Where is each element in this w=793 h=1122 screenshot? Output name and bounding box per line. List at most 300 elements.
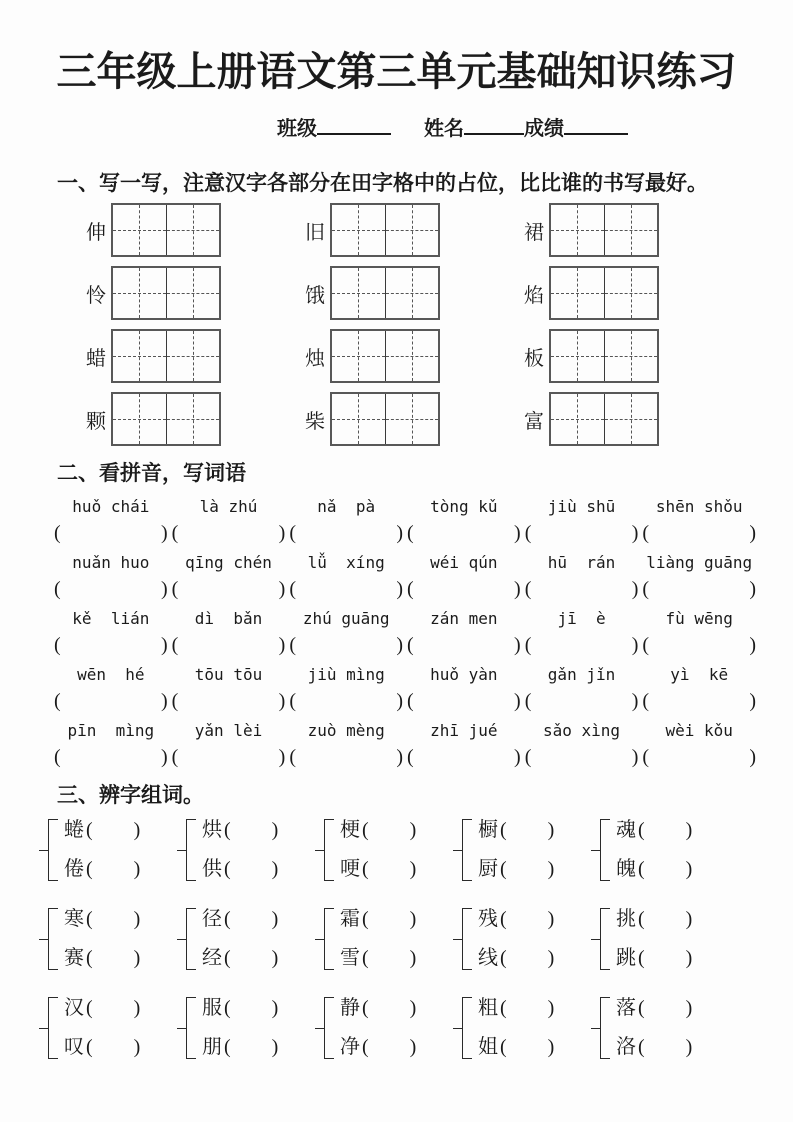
open-paren: ( — [171, 746, 179, 768]
score-blank-line — [564, 115, 628, 135]
compare-line — [202, 1032, 278, 1062]
compare-character: 洛 — [616, 1036, 636, 1058]
compare-line — [478, 1032, 554, 1062]
section1-heading: 一、写一写，注意汉字各部分在田字格中的占位，比比谁的书写最好。 — [57, 171, 708, 195]
answer-blank-parens — [523, 519, 641, 548]
close-paren: ) — [514, 578, 521, 600]
grid-unit — [523, 203, 659, 257]
grid-character-label: 柴 — [305, 410, 325, 433]
tianzige-cell — [166, 268, 220, 318]
compare-lines — [340, 815, 416, 884]
close-paren: ) — [514, 746, 521, 768]
pinyin-word: gǎn jǐn — [547, 665, 616, 684]
brace-bracket — [324, 997, 334, 1059]
grid-unit — [304, 203, 440, 257]
compare-character: 烘 — [202, 819, 222, 841]
brace-bracket — [324, 908, 334, 970]
answer-blank-parens — [52, 575, 170, 604]
close-paren: ) — [271, 997, 279, 1019]
open-paren: ( — [54, 578, 61, 600]
close-paren: ) — [685, 819, 693, 841]
compare-character: 橱 — [478, 819, 498, 841]
grid-row — [85, 392, 793, 446]
pinyin-word: zán men — [430, 609, 498, 628]
open-paren: ( — [86, 908, 93, 930]
tianzige-grid — [330, 329, 440, 383]
tianzige-cell — [113, 394, 166, 444]
tianzige-grid — [549, 329, 659, 383]
grid-character-label: 板 — [524, 347, 544, 370]
open-paren: ( — [171, 522, 179, 544]
pinyin-row — [52, 550, 758, 604]
answer-blank-line — [52, 575, 758, 604]
close-paren: ) — [547, 819, 555, 841]
answer-blank-parens — [640, 743, 758, 772]
compare-group — [186, 815, 317, 884]
close-paren: ) — [409, 819, 417, 841]
class-label: 班级 — [277, 118, 317, 140]
pinyin-line — [52, 662, 758, 687]
pinyin-word: huǒ yàn — [430, 665, 498, 684]
grid-character-label: 烛 — [305, 347, 325, 370]
compare-character: 残 — [478, 908, 498, 930]
compare-group — [48, 815, 179, 884]
open-paren: ( — [638, 947, 645, 969]
open-paren: ( — [54, 634, 61, 656]
open-paren: ( — [362, 997, 369, 1019]
close-paren: ) — [547, 1036, 555, 1058]
pinyin-word: là zhú — [199, 497, 258, 516]
grid-character-label: 怜 — [86, 284, 106, 307]
compare-line — [64, 854, 140, 884]
pinyin-row — [52, 606, 758, 660]
tianzige-cell — [604, 331, 658, 381]
open-paren: ( — [224, 997, 231, 1019]
open-paren: ( — [524, 522, 532, 544]
close-paren: ) — [631, 746, 639, 768]
close-paren: ) — [749, 578, 757, 600]
close-paren: ) — [278, 578, 286, 600]
compare-lines — [478, 815, 554, 884]
open-paren: ( — [642, 634, 650, 656]
answer-blank-parens — [170, 519, 288, 548]
pinyin-word: shēn shǒu — [655, 497, 743, 516]
answer-blank-line — [52, 631, 758, 660]
pinyin-word: wèi kǒu — [665, 721, 733, 740]
close-paren: ) — [685, 858, 693, 880]
open-paren: ( — [642, 690, 650, 712]
compare-character: 倦 — [64, 858, 84, 880]
open-paren: ( — [171, 634, 179, 656]
tianzige-cell — [385, 394, 439, 444]
grid-unit — [304, 392, 440, 446]
open-paren: ( — [642, 578, 650, 600]
close-paren: ) — [631, 634, 639, 656]
open-paren: ( — [407, 522, 414, 544]
tianzige-cell — [332, 331, 385, 381]
compare-line — [202, 993, 278, 1023]
compare-lines — [616, 993, 692, 1062]
pinyin-word: zhú guāng — [302, 609, 390, 628]
compare-character: 朋 — [202, 1036, 222, 1058]
open-paren: ( — [638, 997, 645, 1019]
compare-lines — [340, 993, 416, 1062]
brace-bracket — [48, 908, 58, 970]
close-paren: ) — [547, 947, 555, 969]
compare-line — [478, 854, 554, 884]
compare-line — [478, 943, 554, 973]
tianzige-cell — [385, 205, 439, 255]
compare-character: 梗 — [340, 819, 360, 841]
answer-blank-parens — [640, 575, 758, 604]
close-paren: ) — [749, 746, 757, 768]
grid-unit — [85, 392, 221, 446]
tianzige-cell — [166, 205, 220, 255]
close-paren: ) — [396, 578, 404, 600]
open-paren: ( — [362, 947, 369, 969]
grid-unit — [523, 392, 659, 446]
close-paren: ) — [133, 819, 141, 841]
tianzige-cell — [551, 205, 604, 255]
grid-row — [85, 329, 793, 383]
tianzige-cell — [604, 205, 658, 255]
compare-lines — [202, 815, 278, 884]
compare-group — [186, 993, 317, 1062]
open-paren: ( — [500, 819, 507, 841]
compare-line — [202, 854, 278, 884]
compare-line — [616, 993, 692, 1023]
answer-blank-parens — [287, 575, 405, 604]
compare-line — [64, 904, 140, 934]
open-paren: ( — [524, 690, 532, 712]
open-paren: ( — [407, 578, 414, 600]
open-paren: ( — [500, 947, 507, 969]
close-paren: ) — [749, 634, 757, 656]
answer-blank-parens — [405, 687, 523, 716]
pinyin-word: wēn hé — [77, 665, 145, 684]
tianzige-grid — [549, 266, 659, 320]
open-paren: ( — [642, 746, 650, 768]
compare-group — [324, 815, 455, 884]
grid-unit — [523, 329, 659, 383]
compare-line — [478, 904, 554, 934]
name-blank-line — [464, 115, 524, 135]
compare-line — [64, 943, 140, 973]
pinyin-word: jī è — [557, 609, 606, 628]
close-paren: ) — [514, 634, 521, 656]
close-paren: ) — [409, 997, 417, 1019]
compare-character: 叹 — [64, 1036, 84, 1058]
open-paren: ( — [362, 858, 369, 880]
answer-blank-parens — [170, 743, 288, 772]
close-paren: ) — [161, 522, 168, 544]
close-paren: ) — [271, 947, 279, 969]
close-paren: ) — [133, 1036, 141, 1058]
answer-blank-parens — [170, 575, 288, 604]
close-paren: ) — [685, 1036, 693, 1058]
grid-unit — [85, 203, 221, 257]
pinyin-word: fù wēng — [665, 609, 733, 628]
compare-group — [48, 993, 179, 1062]
tianzige-cell — [551, 268, 604, 318]
open-paren: ( — [289, 690, 297, 712]
close-paren: ) — [133, 908, 141, 930]
compare-character: 供 — [202, 858, 222, 880]
close-paren: ) — [278, 522, 286, 544]
word-formation-section — [48, 815, 793, 1062]
tianzige-grid — [330, 266, 440, 320]
open-paren: ( — [642, 522, 650, 544]
compare-group — [600, 993, 731, 1062]
compare-group — [600, 815, 731, 884]
compare-line — [478, 993, 554, 1023]
compare-line — [202, 943, 278, 973]
open-paren: ( — [224, 1036, 231, 1058]
open-paren: ( — [224, 858, 231, 880]
compare-lines — [340, 904, 416, 973]
compare-character: 经 — [202, 947, 222, 969]
pinyin-word: hū rán — [547, 553, 616, 572]
tianzige-grid — [111, 266, 221, 320]
pinyin-line — [52, 718, 758, 743]
pinyin-word: kě lián — [72, 609, 150, 628]
grid-unit — [85, 266, 221, 320]
open-paren: ( — [224, 947, 231, 969]
brace-bracket — [462, 819, 472, 881]
close-paren: ) — [514, 522, 521, 544]
answer-blank-line — [52, 687, 758, 716]
open-paren: ( — [500, 997, 507, 1019]
pinyin-word: jiù shū — [547, 497, 616, 516]
open-paren: ( — [86, 997, 93, 1019]
grid-row — [85, 266, 793, 320]
compare-character: 赛 — [64, 947, 84, 969]
compare-line — [202, 904, 278, 934]
compare-row — [48, 815, 793, 884]
brace-bracket — [600, 819, 610, 881]
grid-character-label: 颗 — [86, 410, 106, 433]
compare-line — [340, 1032, 416, 1062]
brace-bracket — [48, 819, 58, 881]
compare-lines — [616, 904, 692, 973]
close-paren: ) — [685, 997, 693, 1019]
close-paren: ) — [133, 858, 141, 880]
compare-line — [616, 904, 692, 934]
open-paren: ( — [407, 690, 414, 712]
answer-blank-line — [52, 519, 758, 548]
grid-character-label: 富 — [524, 410, 544, 433]
tianzige-cell — [604, 268, 658, 318]
open-paren: ( — [86, 819, 93, 841]
compare-lines — [64, 904, 140, 973]
close-paren: ) — [409, 858, 417, 880]
answer-blank-parens — [287, 743, 405, 772]
answer-blank-parens — [170, 687, 288, 716]
compare-lines — [616, 815, 692, 884]
close-paren: ) — [271, 819, 279, 841]
compare-character: 蜷 — [64, 819, 84, 841]
open-paren: ( — [500, 908, 507, 930]
answer-blank-parens — [405, 743, 523, 772]
brace-bracket — [186, 908, 196, 970]
open-paren: ( — [54, 522, 61, 544]
open-paren: ( — [638, 908, 645, 930]
pinyin-word: nuǎn huo — [72, 553, 150, 572]
class-blank-line — [317, 115, 391, 135]
name-label: 姓名 — [424, 118, 464, 140]
compare-character: 粗 — [478, 997, 498, 1019]
pinyin-word: dì bǎn — [194, 609, 263, 628]
compare-character: 汉 — [64, 997, 84, 1019]
open-paren: ( — [289, 634, 297, 656]
close-paren: ) — [133, 947, 141, 969]
compare-group — [324, 993, 455, 1062]
close-paren: ) — [161, 690, 168, 712]
answer-blank-parens — [52, 519, 170, 548]
open-paren: ( — [407, 746, 414, 768]
pinyin-word: sǎo xìng — [542, 721, 621, 740]
compare-line — [340, 904, 416, 934]
close-paren: ) — [396, 522, 404, 544]
tianzige-cell — [166, 331, 220, 381]
open-paren: ( — [638, 858, 645, 880]
handwriting-grid-section — [85, 203, 793, 446]
open-paren: ( — [638, 1036, 645, 1058]
answer-blank-parens — [523, 687, 641, 716]
open-paren: ( — [362, 1036, 369, 1058]
close-paren: ) — [547, 858, 555, 880]
close-paren: ) — [409, 947, 417, 969]
tianzige-grid — [330, 203, 440, 257]
open-paren: ( — [524, 634, 532, 656]
open-paren: ( — [171, 578, 179, 600]
pinyin-word: zuò mèng — [307, 721, 385, 740]
tianzige-cell — [385, 331, 439, 381]
close-paren: ) — [396, 746, 404, 768]
compare-line — [340, 815, 416, 845]
compare-line — [340, 993, 416, 1023]
tianzige-grid — [549, 203, 659, 257]
close-paren: ) — [161, 578, 168, 600]
page-title: 三年级上册语文第三单元基础知识练习 — [56, 50, 737, 94]
pinyin-row — [52, 662, 758, 716]
open-paren: ( — [224, 819, 231, 841]
close-paren: ) — [631, 578, 639, 600]
tianzige-cell — [604, 394, 658, 444]
grid-unit — [304, 266, 440, 320]
pinyin-word: huǒ chái — [72, 497, 150, 516]
open-paren: ( — [500, 1036, 507, 1058]
tianzige-cell — [113, 205, 166, 255]
open-paren: ( — [407, 634, 414, 656]
close-paren: ) — [749, 690, 757, 712]
answer-blank-parens — [287, 687, 405, 716]
brace-bracket — [324, 819, 334, 881]
compare-lines — [64, 993, 140, 1062]
open-paren: ( — [362, 908, 369, 930]
compare-character: 静 — [340, 997, 360, 1019]
brace-bracket — [48, 997, 58, 1059]
tianzige-grid — [111, 392, 221, 446]
compare-line — [478, 815, 554, 845]
open-paren: ( — [638, 819, 645, 841]
compare-character: 魂 — [616, 819, 636, 841]
section2-heading: 二、看拼音，写词语 — [57, 461, 246, 485]
brace-bracket — [186, 819, 196, 881]
pinyin-word: tòng kǔ — [430, 497, 498, 516]
answer-blank-parens — [52, 687, 170, 716]
tianzige-grid — [330, 392, 440, 446]
brace-bracket — [600, 908, 610, 970]
compare-line — [340, 854, 416, 884]
close-paren: ) — [514, 690, 521, 712]
compare-line — [340, 943, 416, 973]
open-paren: ( — [86, 858, 93, 880]
close-paren: ) — [133, 997, 141, 1019]
compare-lines — [478, 993, 554, 1062]
compare-line — [616, 943, 692, 973]
compare-character: 挑 — [616, 908, 636, 930]
answer-blank-parens — [287, 519, 405, 548]
pinyin-word: lǚ xíng — [307, 553, 385, 572]
open-paren: ( — [289, 746, 297, 768]
pinyin-row — [52, 494, 758, 548]
compare-group — [462, 904, 593, 973]
pinyin-line — [52, 494, 758, 519]
answer-blank-parens — [405, 575, 523, 604]
close-paren: ) — [749, 522, 757, 544]
grid-row — [85, 203, 793, 257]
compare-character: 姐 — [478, 1036, 498, 1058]
brace-bracket — [600, 997, 610, 1059]
grid-unit — [304, 329, 440, 383]
close-paren: ) — [271, 858, 279, 880]
compare-group — [462, 815, 593, 884]
pinyin-word: yǎn lèi — [194, 721, 263, 740]
brace-bracket — [462, 908, 472, 970]
compare-row — [48, 904, 793, 973]
close-paren: ) — [271, 1036, 279, 1058]
close-paren: ) — [161, 746, 168, 768]
student-info-line — [277, 114, 793, 144]
compare-character: 径 — [202, 908, 222, 930]
grid-character-label: 蜡 — [86, 347, 106, 370]
compare-character: 线 — [478, 947, 498, 969]
answer-blank-parens — [52, 631, 170, 660]
compare-character: 雪 — [340, 947, 360, 969]
compare-line — [64, 1032, 140, 1062]
compare-lines — [202, 904, 278, 973]
compare-character: 服 — [202, 997, 222, 1019]
compare-group — [324, 904, 455, 973]
open-paren: ( — [86, 947, 93, 969]
compare-line — [64, 993, 140, 1023]
open-paren: ( — [54, 690, 61, 712]
answer-blank-parens — [170, 631, 288, 660]
tianzige-cell — [166, 394, 220, 444]
answer-blank-parens — [523, 743, 641, 772]
pinyin-line — [52, 606, 758, 631]
compare-line — [202, 815, 278, 845]
close-paren: ) — [278, 746, 286, 768]
tianzige-grid — [111, 203, 221, 257]
compare-line — [616, 854, 692, 884]
open-paren: ( — [362, 819, 369, 841]
tianzige-cell — [385, 268, 439, 318]
close-paren: ) — [161, 634, 168, 656]
section3-heading: 三、辨字组词。 — [57, 783, 204, 807]
open-paren: ( — [289, 522, 297, 544]
